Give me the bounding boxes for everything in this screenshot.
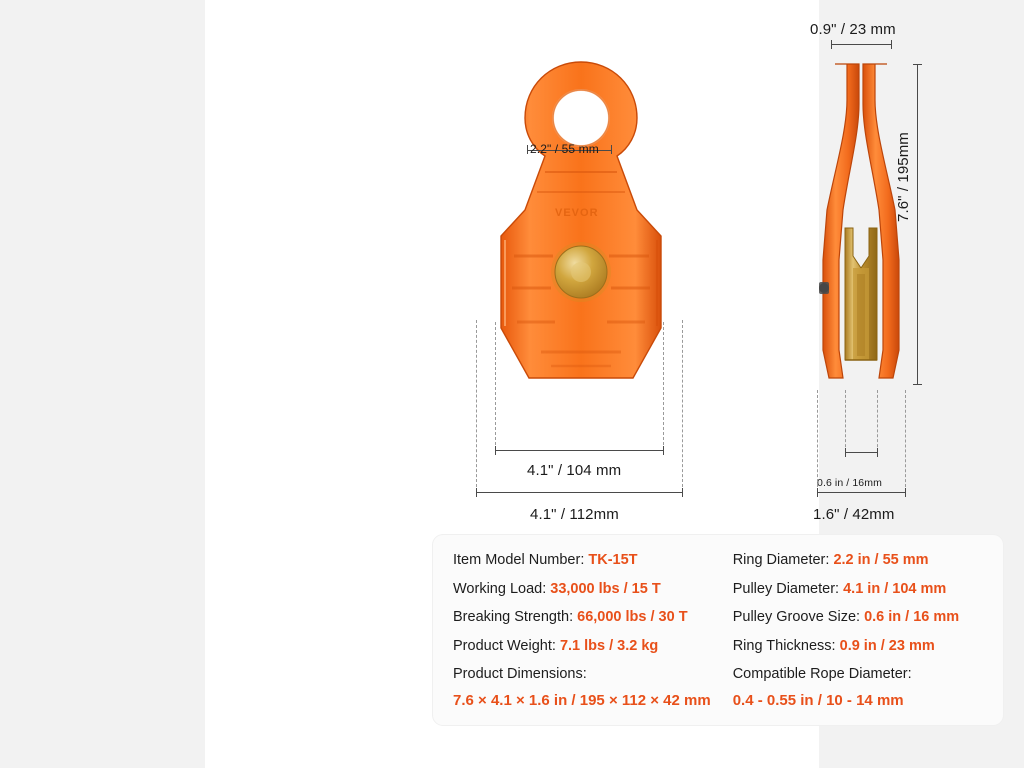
pulley-width-tick-left bbox=[495, 446, 496, 455]
spec-label-breaking-strength: Breaking Strength: bbox=[453, 609, 578, 625]
pulley-width-ext-right bbox=[663, 322, 664, 450]
spec-value-working-load: 33,000 lbs / 15 T bbox=[550, 580, 661, 597]
spec-value-ring-diameter: 2.2 in / 55 mm bbox=[833, 552, 929, 568]
overall-width-label: 4.1" / 112mm bbox=[530, 506, 619, 523]
spec-item-compatible-rope-diameter bbox=[733, 667, 983, 708]
side-width-label: 1.6" / 42mm bbox=[813, 506, 895, 523]
spec-item-product-dimensions bbox=[453, 667, 711, 708]
groove-tick-right bbox=[877, 448, 878, 457]
spec-value-pulley-groove-size: 0.6 in / 16 mm bbox=[864, 609, 960, 625]
spec-label-ring-thickness: Ring Thickness: bbox=[732, 637, 840, 654]
side-width-tick-right bbox=[905, 488, 906, 497]
spec-item-product-weight bbox=[453, 639, 711, 654]
groove-ext-left bbox=[845, 390, 846, 452]
spec-label-compatible-rope-diameter: Compatible Rope Diameter: bbox=[732, 666, 912, 682]
spec-value-ring-thickness: 0.9 in / 23 mm bbox=[839, 637, 935, 654]
spec-value-pulley-diameter: 4.1 in / 104 mm bbox=[843, 580, 947, 597]
spec-label-working-load: Working Load: bbox=[453, 580, 551, 597]
side-width-ext-right bbox=[905, 390, 906, 492]
side-width-tick-left bbox=[817, 488, 818, 497]
spec-value-product-dimensions: 7.6 × 4.1 × 1.6 in / 195 × 112 × 42 mm bbox=[453, 691, 711, 709]
spec-column-left bbox=[453, 553, 711, 707]
spec-item-working-load bbox=[453, 582, 711, 597]
overall-width-dim-line bbox=[476, 492, 682, 493]
groove-size-label: 0.6 in / 16mm bbox=[817, 477, 882, 489]
front-view-illustration bbox=[481, 60, 681, 390]
diagram-canvas bbox=[205, 0, 960, 768]
side-width-ext-left bbox=[817, 390, 818, 492]
pulley-width-ext-left bbox=[495, 322, 496, 450]
spec-item-breaking-strength bbox=[453, 610, 711, 625]
overall-width-ext-left bbox=[476, 320, 477, 492]
ring-thickness-tick-right bbox=[891, 40, 892, 49]
groove-dim-line bbox=[845, 452, 877, 453]
spec-label-model-number: Item Model Number: bbox=[453, 552, 589, 568]
spec-item-pulley-groove-size bbox=[733, 610, 983, 625]
overall-height-tick-top bbox=[913, 64, 922, 65]
overall-height-label: 7.6" / 195mm bbox=[895, 132, 912, 222]
ring-inner-dimension-label: 2.2" / 55 mm bbox=[530, 142, 599, 156]
specification-panel bbox=[433, 535, 1003, 725]
ring-thickness-tick-left bbox=[831, 40, 832, 49]
overall-height-dim-line bbox=[917, 64, 918, 384]
groove-tick-left bbox=[845, 448, 846, 457]
spec-label-pulley-groove-size: Pulley Groove Size: bbox=[732, 609, 865, 625]
spec-value-compatible-rope-diameter: 0.4 - 0.55 in / 10 - 14 mm bbox=[732, 691, 904, 709]
pulley-width-label: 4.1" / 104 mm bbox=[527, 462, 622, 479]
spec-item-ring-diameter bbox=[733, 553, 983, 568]
spec-label-pulley-diameter: Pulley Diameter: bbox=[732, 580, 844, 597]
ring-thickness-dim-line bbox=[831, 44, 891, 45]
side-width-dim-line bbox=[817, 492, 905, 493]
snatch-block-side-svg bbox=[813, 60, 909, 390]
overall-height-tick-bottom bbox=[913, 384, 922, 385]
ring-thickness-label: 0.9" / 23 mm bbox=[810, 21, 896, 38]
ring-dim-tick-right bbox=[611, 145, 612, 154]
overall-width-ext-right bbox=[682, 320, 683, 492]
spec-item-pulley-diameter bbox=[733, 582, 983, 597]
pulley-width-tick-right bbox=[663, 446, 664, 455]
spec-item-model-number bbox=[453, 553, 711, 568]
svg-text:VEVOR: VEVOR bbox=[555, 207, 599, 219]
ring-dim-tick-left bbox=[527, 145, 528, 154]
pulley-width-dim-line bbox=[495, 450, 663, 451]
spec-value-product-weight: 7.1 lbs / 3.2 kg bbox=[559, 637, 659, 654]
spec-label-ring-diameter: Ring Diameter: bbox=[732, 552, 834, 568]
overall-width-tick-right bbox=[682, 488, 683, 497]
groove-ext-right bbox=[877, 390, 878, 452]
side-view-illustration bbox=[813, 60, 909, 390]
spec-value-model-number: TK-15T bbox=[588, 552, 638, 568]
spec-label-product-weight: Product Weight: bbox=[453, 637, 560, 654]
spec-column-right bbox=[711, 553, 983, 707]
spec-item-ring-thickness bbox=[733, 639, 983, 654]
spec-value-breaking-strength: 66,000 lbs / 30 T bbox=[577, 609, 688, 625]
snatch-block-front-svg bbox=[481, 60, 681, 390]
spec-label-product-dimensions: Product Dimensions: bbox=[453, 666, 587, 682]
overall-width-tick-left bbox=[476, 488, 477, 497]
